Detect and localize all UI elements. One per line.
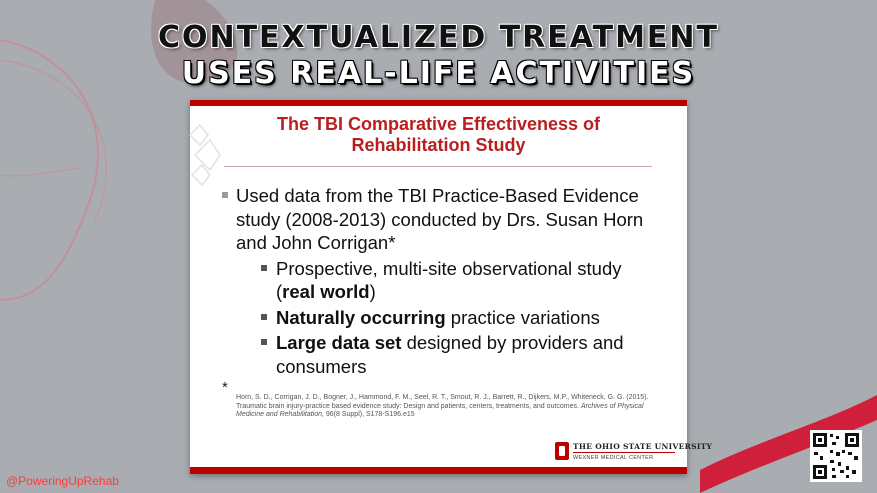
headline-line-2: USES REAL-LIFE ACTIVITIES xyxy=(181,56,696,91)
sub-bullet-1-bold: real world xyxy=(282,281,370,302)
sub-bullet-3-bold: Large data set xyxy=(276,332,402,353)
bullet-list xyxy=(220,184,660,380)
sub-bullet-2-bold: Naturally occurring xyxy=(276,306,446,328)
slide-bottom-bar xyxy=(190,467,687,474)
slide-title-line-2: Rehabilitation Study xyxy=(351,135,526,155)
headline-line-1: CONTEXTUALIZED TREATMENT xyxy=(157,20,720,55)
citation-volume: 96(8 Suppl), S178-S196.e15 xyxy=(323,411,415,418)
slide-top-bar xyxy=(190,100,687,106)
citation-authors: Horn, S. D., Corrigan, J. D., Bogner, J., Hammond, F. M., Seel, R. T., Smout, R. J., Barrett, R., Dijkers, M.P., Whiteneck, G. G. (2015). Traumatic brain injury-practice based evidence study: Design and patients, centers, treatments, and outcomes. xyxy=(236,394,649,410)
slide-title-line-1: The TBI Comparative Effectiveness of xyxy=(276,114,601,134)
qr-code-icon xyxy=(810,430,862,482)
sub-bullet-3-text: designed by providers and consumers xyxy=(276,332,624,377)
slide-title xyxy=(190,114,687,156)
bullet-main-text: Used data from the TBI Practice-Based Evidence study (2008-2013) conducted by Drs. Susan Horn and John Corrigan* xyxy=(236,185,644,253)
bullet-main xyxy=(220,184,660,378)
citation-asterisk: * xyxy=(222,379,228,396)
osu-logo-name: THE OHIO STATE UNIVERSITY xyxy=(573,442,713,451)
sub-bullet-3 xyxy=(260,331,660,378)
sub-bullet-2-text: practice variations xyxy=(445,306,600,328)
citation-journal: Archives of Physical Medicine and Rehabilitation, xyxy=(236,402,644,418)
embedded-slide xyxy=(190,100,713,474)
osu-logo xyxy=(555,440,713,464)
citation xyxy=(236,394,656,420)
title-divider xyxy=(224,166,652,167)
osu-logo-subtitle: WEXNER MEDICAL CENTER xyxy=(573,455,654,461)
social-handle: @PoweringUpRehab xyxy=(6,474,119,488)
sub-bullet-1-text-after: ) xyxy=(369,281,376,302)
sub-bullet-1 xyxy=(260,257,660,304)
sub-bullet-1-text-before: Prospective, multi-site observational study ( xyxy=(276,257,622,302)
block-o-logo-icon xyxy=(555,442,569,460)
sub-bullet-list xyxy=(236,257,660,379)
osu-logo-rule xyxy=(573,452,675,453)
sub-bullet-2 xyxy=(260,306,660,330)
